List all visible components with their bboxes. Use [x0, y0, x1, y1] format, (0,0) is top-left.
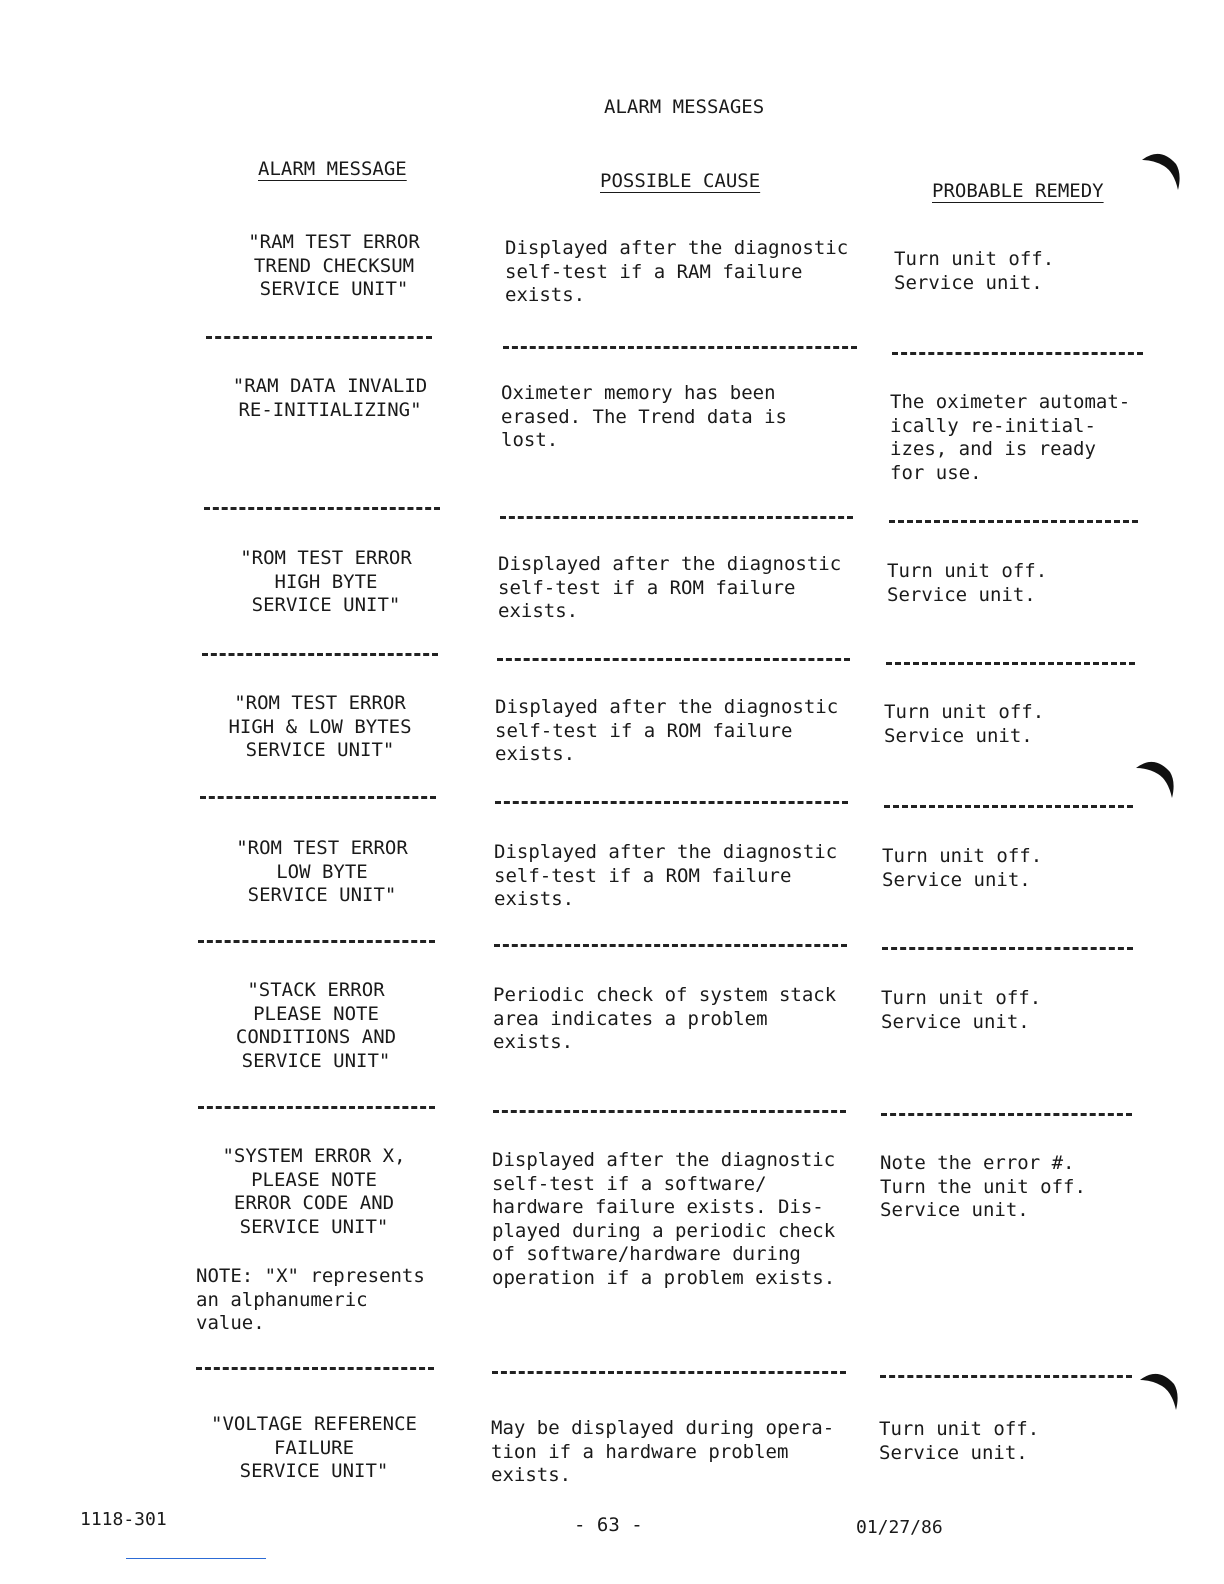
row-divider	[892, 352, 1143, 355]
row-divider	[202, 653, 438, 656]
row-divider	[886, 662, 1135, 665]
row-4-message: "ROM TEST ERROR LOW BYTE SERVICE UNIT"	[236, 837, 408, 906]
row-1-message: "RAM DATA INVALID RE-INITIALIZING"	[232, 375, 428, 421]
row-divider	[884, 805, 1133, 808]
row-3-message: "ROM TEST ERROR HIGH & LOW BYTES SERVICE UNIT"	[228, 692, 412, 761]
row-7-message: "VOLTAGE REFERENCE FAILURE SERVICE UNIT"	[211, 1413, 417, 1482]
row-1-remedy: The oximeter automat- ically re-initial- izes, and is ready for use.	[890, 391, 1131, 484]
footer-doc-number: 1118-301	[80, 1509, 167, 1530]
row-5-remedy: Turn unit off. Service unit.	[881, 987, 1042, 1033]
row-6-note: NOTE: "X" represents an alphanumeric value.	[196, 1265, 425, 1334]
row-3-cause: Displayed after the diagnostic self-test if a ROM failure exists.	[495, 696, 839, 765]
row-divider	[204, 507, 440, 510]
row-divider	[492, 1371, 846, 1374]
row-4-remedy: Turn unit off. Service unit.	[882, 845, 1043, 891]
row-divider	[882, 947, 1133, 950]
row-divider	[494, 944, 847, 947]
row-2-cause: Displayed after the diagnostic self-test if a ROM failure exists.	[498, 553, 842, 622]
row-divider	[493, 1110, 846, 1113]
row-4-cause: Displayed after the diagnostic self-test if a ROM failure exists.	[494, 841, 838, 910]
header-probable-remedy: PROBABLE REMEDY	[932, 180, 1104, 202]
row-2-message: "ROM TEST ERROR HIGH BYTE SERVICE UNIT"	[240, 547, 412, 616]
row-0-cause: Displayed after the diagnostic self-test if a RAM failure exists.	[505, 237, 849, 306]
row-6-message: "SYSTEM ERROR X, PLEASE NOTE ERROR CODE AND SERVICE UNIT"	[222, 1145, 406, 1238]
row-0-message: "RAM TEST ERROR TREND CHECKSUM SERVICE UNIT"	[248, 231, 420, 300]
row-3-remedy: Turn unit off. Service unit.	[884, 701, 1045, 747]
row-6-cause: Displayed after the diagnostic self-test if a software/ hardware failure exists. Dis- played during a periodic check of software/hardware during operation if a problem exists.	[492, 1149, 836, 1289]
row-5-message: "STACK ERROR PLEASE NOTE CONDITIONS AND SERVICE UNIT"	[235, 979, 397, 1072]
row-divider	[196, 1367, 434, 1370]
row-6-remedy: Note the error #. Turn the unit off. Service unit.	[880, 1152, 1086, 1221]
row-divider	[881, 1113, 1132, 1116]
row-5-cause: Periodic check of system stack area indicates a problem exists.	[493, 984, 837, 1053]
row-1-cause: Oximeter memory has been erased. The Trend data is lost.	[501, 382, 787, 451]
page-title: ALARM MESSAGES	[604, 96, 765, 118]
footer-page-number: - 63 -	[574, 1514, 643, 1536]
header-possible-cause: POSSIBLE CAUSE	[600, 170, 761, 192]
row-divider	[880, 1375, 1132, 1378]
row-divider	[206, 336, 432, 339]
row-2-remedy: Turn unit off. Service unit.	[887, 560, 1048, 606]
binder-mark-icon	[1138, 1370, 1178, 1414]
row-divider	[889, 520, 1138, 523]
header-alarm-message: ALARM MESSAGE	[258, 158, 407, 180]
row-divider	[495, 801, 848, 804]
row-divider	[497, 658, 850, 661]
row-0-remedy: Turn unit off. Service unit.	[894, 248, 1055, 294]
row-divider	[503, 346, 857, 349]
row-7-cause: May be displayed during opera- tion if a hardware problem exists.	[491, 1417, 835, 1486]
scan-artifact-line	[126, 1558, 266, 1559]
row-divider	[198, 940, 435, 943]
row-divider	[500, 516, 853, 519]
row-divider	[200, 796, 436, 799]
binder-mark-icon	[1134, 758, 1174, 802]
row-divider	[198, 1106, 435, 1109]
binder-mark-icon	[1140, 150, 1180, 194]
row-7-remedy: Turn unit off. Service unit.	[879, 1418, 1040, 1464]
footer-date: 01/27/86	[856, 1517, 943, 1538]
